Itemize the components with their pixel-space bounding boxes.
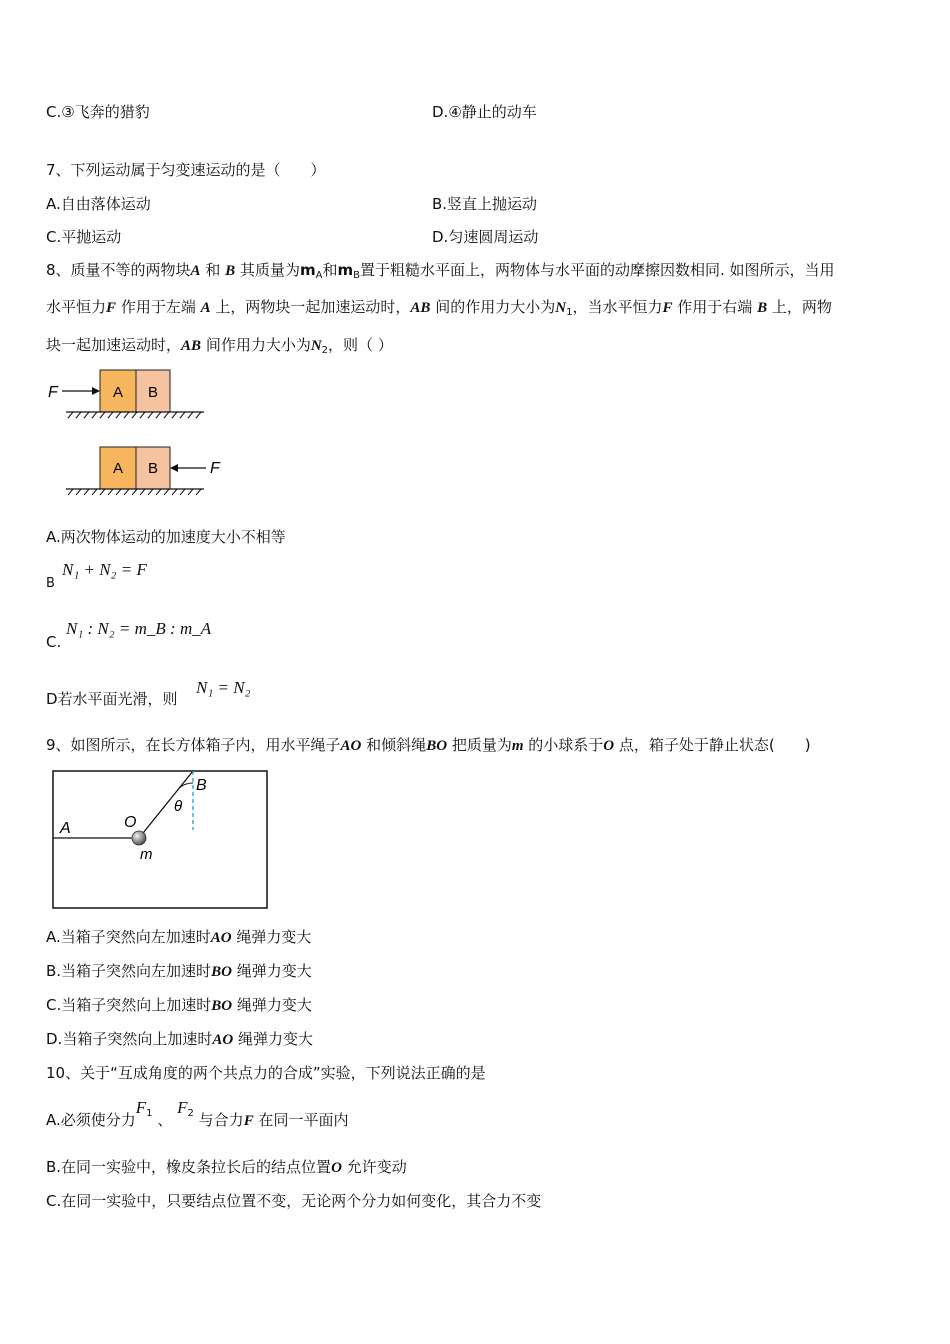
- q10-stem: 10、关于“互成角度的两个共点力的合成”实验，下列说法正确的是: [46, 1064, 486, 1082]
- q6-option-d: D.④静止的动车: [432, 103, 537, 121]
- force-label-top: F: [48, 384, 58, 401]
- q10-option-c: C.在同一实验中，只要结点位置不变，无论两个分力如何变化，其合力不变: [46, 1192, 542, 1210]
- q8-option-d-text: D若水平面光滑，则: [46, 690, 178, 708]
- label-o: O: [124, 814, 137, 831]
- svg-text:B: B: [147, 384, 159, 401]
- q7-option-c: C.平抛运动: [46, 228, 122, 246]
- q8-stem-line1: 8、质量不等的两物块A 和 B 其质量为$m_A$和$m_B$置于粗糙水平面上，两物体与水平面的动摩擦因数相同. 如图所示，当用: [46, 261, 835, 281]
- q10-option-a: A.必须使分力$F^1$ 、 $F^2$ 与合力F 在同一平面内: [46, 1098, 349, 1129]
- q7-option-b: B.竖直上抛运动: [432, 195, 538, 213]
- ball: [132, 831, 146, 845]
- q8-option-c-label: C.: [46, 633, 62, 651]
- label-m: m: [140, 846, 153, 863]
- q8-option-d-formula: N₁ = N₂: [196, 678, 251, 697]
- q9-option-d: D.当箱子突然向上加速时AO 绳弹力变大: [46, 1030, 313, 1048]
- q9-box-figure: [52, 770, 268, 910]
- q8-option-b-label: B: [46, 576, 55, 591]
- svg-text:A: A: [112, 384, 124, 401]
- label-b: B: [196, 777, 207, 794]
- q7-option-a: A.自由落体运动: [46, 195, 151, 213]
- q8-option-a: A.两次物体运动的加速度大小不相等: [46, 528, 286, 546]
- q6-option-c: C.③飞奔的猎豹: [46, 103, 150, 121]
- q9-option-b: B.当箱子突然向左加速时BO 绳弹力变大: [46, 962, 312, 980]
- q9-option-c: C.当箱子突然向上加速时BO 绳弹力变大: [46, 996, 312, 1014]
- q8-stem-line3: 块一起加速运动时，AB 间作用力大小为$N_2$，则（ ）: [46, 336, 393, 356]
- q8-option-c-formula: N₁ : N₂ = m_B : m_A: [66, 619, 212, 638]
- q7-option-d: D.匀速圆周运动: [432, 228, 539, 246]
- q7-stem: 7、下列运动属于匀变速运动的是（ ）: [46, 161, 326, 179]
- label-theta: θ: [174, 798, 183, 815]
- q8-stem-line2: 水平恒力F 作用于左端 A 上，两物块一起加速运动时，AB 间的作用力大小为$N_1$，当水平恒力F 作用于右端 B 上，两物: [46, 298, 832, 318]
- rope-bo: [139, 771, 193, 838]
- force-label-bottom: F: [210, 460, 220, 477]
- q8-option-b-formula: N₁ + N₂ = F: [62, 560, 147, 579]
- label-a: A: [60, 820, 71, 837]
- box-outline: [53, 771, 267, 908]
- q9-stem: 9、如图所示，在长方体箱子内，用水平绳子AO 和倾斜绳BO 把质量为m 的小球系于O 点，箱子处于静止状态( ): [46, 736, 811, 754]
- q10-option-b: B.在同一实验中，橡皮条拉长后的结点位置O 允许变动: [46, 1158, 407, 1176]
- ground-hatch-bottom: [68, 489, 201, 495]
- q9-option-a: A.当箱子突然向左加速时AO 绳弹力变大: [46, 928, 312, 946]
- svg-text:B: B: [147, 460, 159, 477]
- svg-text:A: A: [112, 460, 124, 477]
- q8-blocks-figure: [40, 362, 220, 502]
- ground-hatch-top: [68, 412, 201, 418]
